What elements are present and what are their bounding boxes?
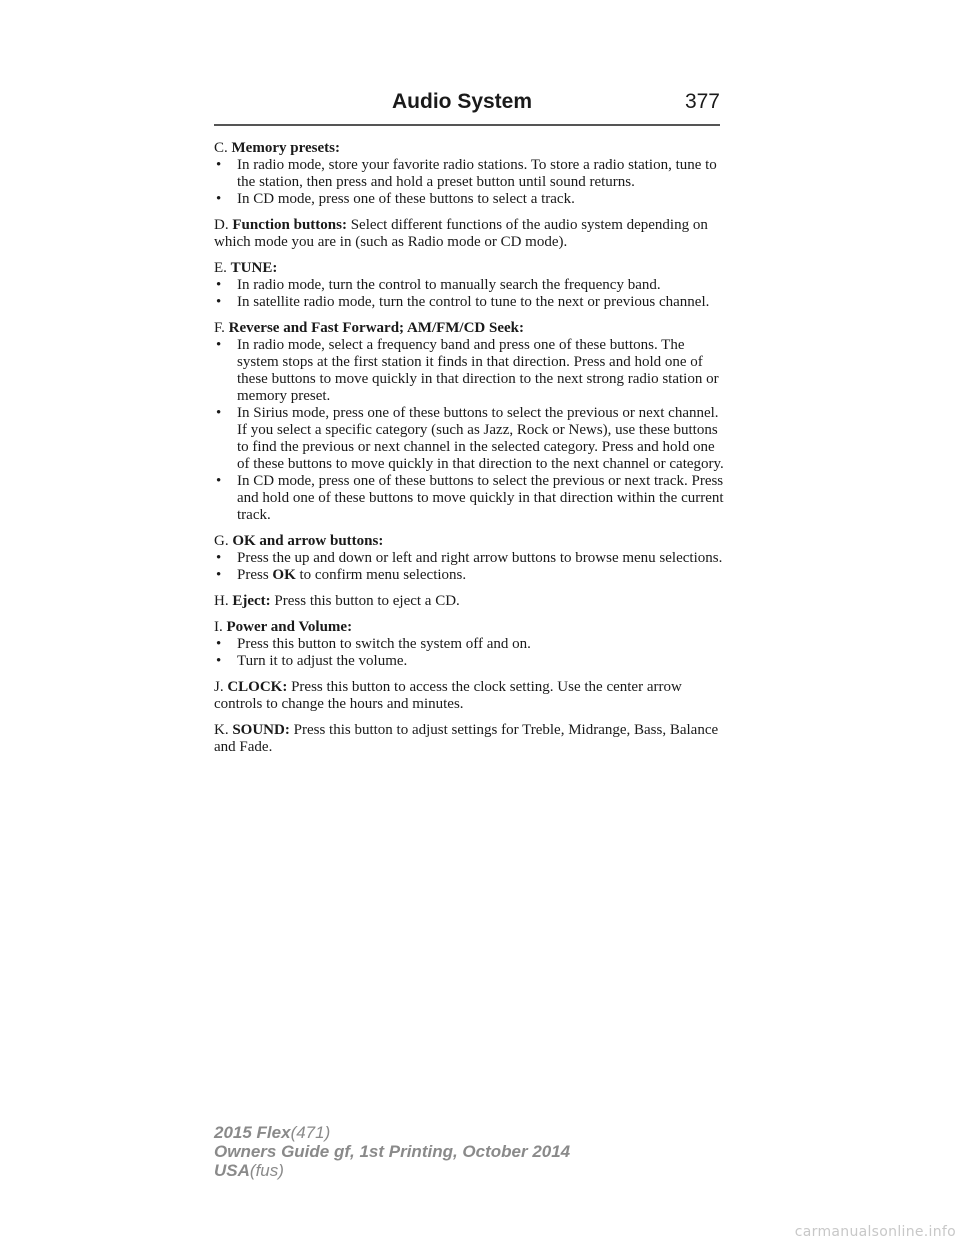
section-heading-title: CLOCK: (227, 679, 288, 695)
section-paragraph: K. SOUND: Press this button to adjust settings for Treble, Midrange, Bass, Balance and Fade. (214, 722, 719, 755)
section-heading-title: TUNE: (230, 260, 278, 276)
section-e (214, 260, 724, 311)
bullet-item: • In satellite radio mode, turn the control to tune to the next or previous channel. (216, 294, 710, 310)
watermark: carmanualsonline.info (794, 1224, 956, 1240)
header-divider (214, 124, 720, 126)
page-number: 377 (684, 90, 720, 113)
section-k (214, 722, 724, 756)
section-i (214, 619, 724, 670)
bullet-icon: • (216, 473, 222, 489)
page-header (214, 90, 720, 130)
section-d (214, 217, 724, 251)
section-g (214, 533, 724, 584)
section-c (214, 140, 724, 208)
bullet-icon: • (216, 550, 222, 566)
footer-line-model: 2015 Flex(471) (214, 1123, 331, 1142)
bullet-item: • In Sirius mode, press one of these buttons to select the previous or next channel. If you select a specific category (such as Jazz, Rock or News), use these buttons to find the previous or next channel in the selected category. Press and hold one of these buttons to move quickly in that direction to the next channel or category. (216, 405, 724, 472)
bullet-icon: • (216, 405, 222, 421)
bullet-icon: • (216, 653, 222, 669)
section-heading-title: Eject: (232, 593, 271, 609)
print-footer (214, 1123, 570, 1180)
section-heading: C. Memory presets: (214, 140, 340, 156)
section-heading-title: Memory presets: (231, 140, 340, 156)
bullet-item: • In CD mode, press one of these buttons to select a track. (216, 191, 575, 207)
section-heading: I. Power and Volume: (214, 619, 353, 635)
section-heading: G. OK and arrow buttons: (214, 533, 384, 549)
footer-line-market: USA(fus) (214, 1161, 284, 1180)
bullet-icon: • (216, 337, 222, 353)
bullet-icon: • (216, 191, 222, 207)
section-heading-title: OK and arrow buttons: (232, 533, 384, 549)
section-j (214, 679, 724, 713)
manual-content (214, 140, 724, 765)
bullet-item: • In radio mode, select a frequency band and press one of these buttons. The system stops at the first station it finds in that direction. Press and hold one of these buttons to move quickly in that direction to the next strong radio station or memory preset. (216, 337, 719, 404)
section-heading: F. Reverse and Fast Forward; AM/FM/CD Seek: (214, 320, 525, 336)
section-f (214, 320, 724, 524)
bullet-item: • Press the up and down or left and right arrow buttons to browse menu selections. (216, 550, 723, 566)
bullet-icon: • (216, 636, 222, 652)
section-paragraph: D. Function buttons: Select different functions of the audio system depending on which mode you are in (such as Radio mode or CD mode). (214, 217, 708, 250)
section-heading: E. TUNE: (214, 260, 278, 276)
bullet-icon: • (216, 294, 222, 310)
section-heading-title: SOUND: (232, 722, 290, 738)
bullet-icon: • (216, 157, 222, 173)
section-paragraph: H. Eject: Press this button to eject a CD. (214, 593, 460, 609)
section-h (214, 593, 724, 610)
section-heading-title: Function buttons: (232, 217, 347, 233)
bullet-item: • In CD mode, press one of these buttons to select the previous or next track. Press and hold one of these buttons to move quickly in that direction within the current track. (216, 473, 724, 523)
section-heading-title: Power and Volume: (226, 619, 353, 635)
bullet-item: • Turn it to adjust the volume. (216, 653, 408, 669)
section-heading-title: Reverse and Fast Forward; AM/FM/CD Seek: (228, 320, 525, 336)
bullet-item: • Press this button to switch the system off and on. (216, 636, 531, 652)
bullet-item: • In radio mode, turn the control to manually search the frequency band. (216, 277, 661, 293)
section-paragraph: J. CLOCK: Press this button to access the clock setting. Use the center arrow controls to change the hours and minutes. (214, 679, 682, 712)
bullet-item: • In radio mode, store your favorite radio stations. To store a radio station, tune to the station, then press and hold a preset button until sound returns. (216, 157, 717, 190)
section-title: Audio System (392, 90, 533, 113)
bullet-icon: • (216, 567, 222, 583)
footer-line-printing: Owners Guide gf, 1st Printing, October 2014 (214, 1142, 571, 1161)
bullet-icon: • (216, 277, 222, 293)
bullet-item: • Press OK to confirm menu selections. (216, 567, 467, 583)
